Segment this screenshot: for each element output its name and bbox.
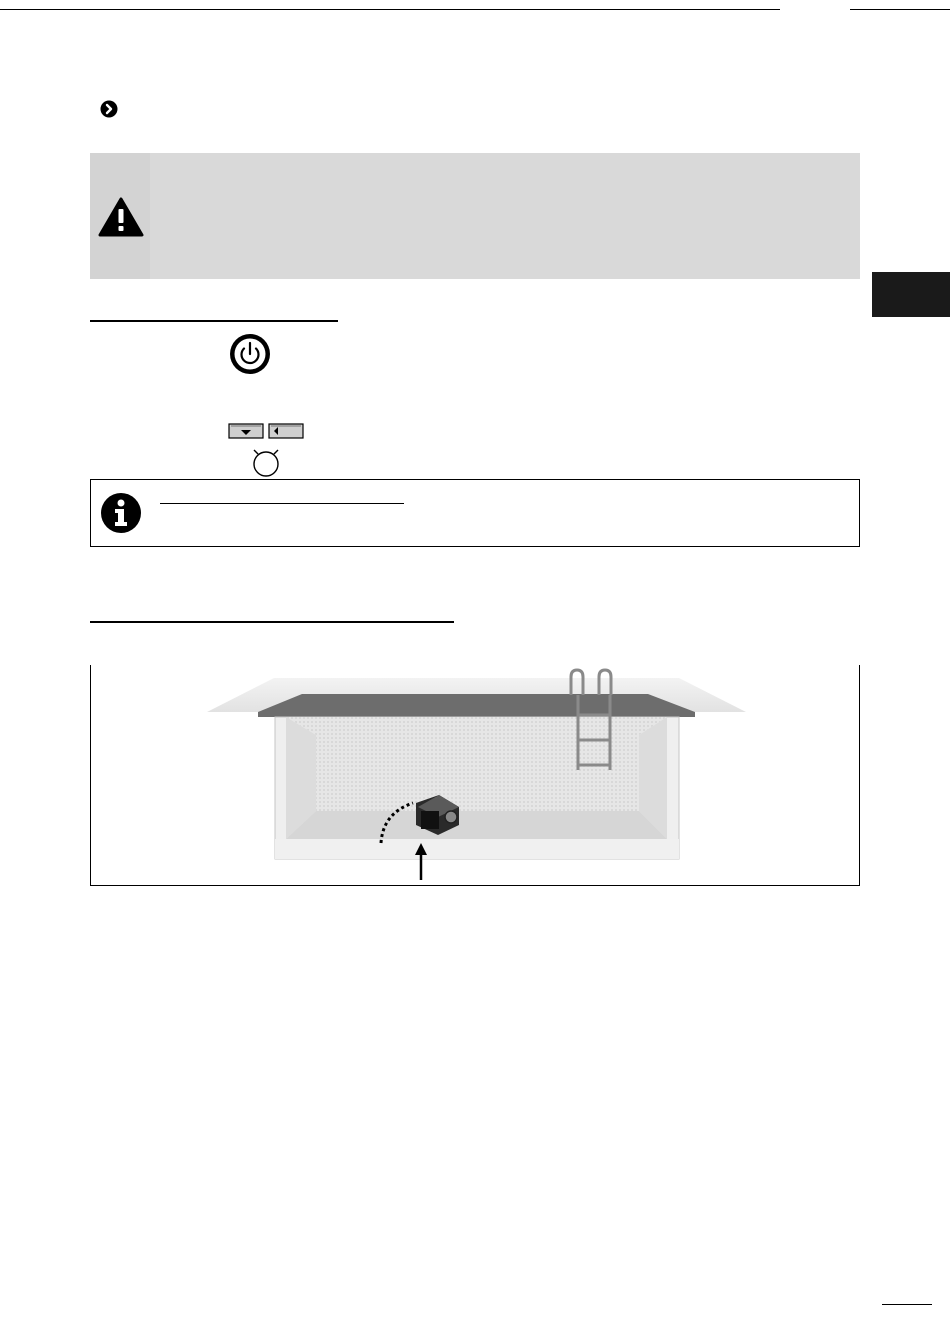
footer-rule (882, 1304, 932, 1305)
chevron-right-circle-icon (100, 100, 118, 118)
section-heading-rule-2 (90, 621, 454, 623)
power-button-icon (228, 332, 272, 376)
warning-triangle-icon (98, 196, 144, 238)
info-icon (100, 492, 142, 534)
pool-figure-frame (90, 665, 860, 886)
pool-floor (286, 811, 667, 839)
header-rule (0, 9, 780, 10)
warning-box (90, 153, 860, 279)
cycle-select-icon (224, 420, 308, 478)
header-rule-right (850, 9, 950, 10)
pool-back-wall (316, 735, 639, 811)
section-heading-rule (90, 320, 338, 322)
info-box (90, 479, 860, 547)
side-tab (872, 272, 950, 317)
pool-coping (258, 694, 695, 717)
pool-illustration (91, 665, 859, 885)
info-heading-rule (160, 503, 404, 504)
